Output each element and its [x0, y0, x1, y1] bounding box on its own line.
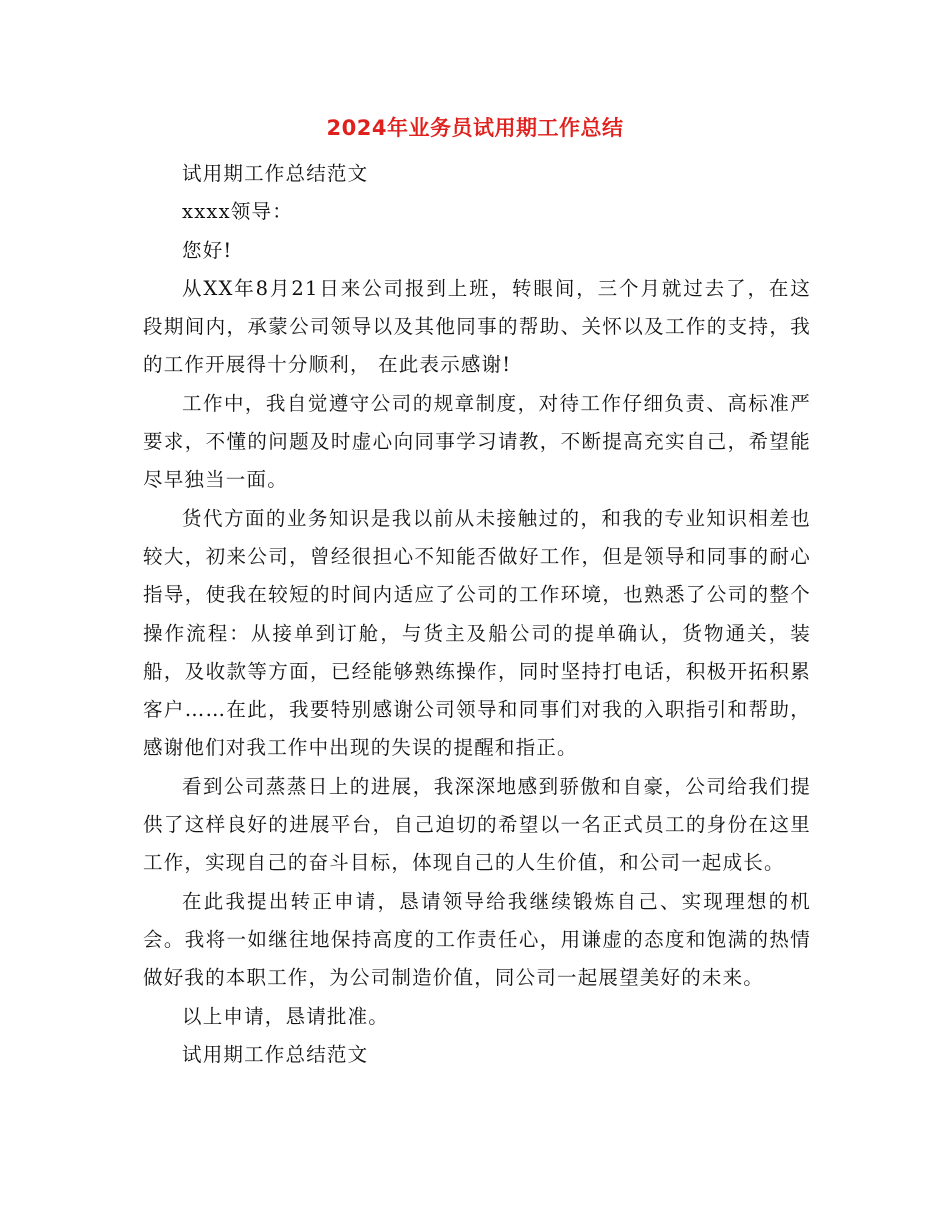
paragraph: 从XX年8月21日来公司报到上班，转眼间，三个月就过去了，在这段期间内，承蒙公司领导以及其他同事的帮助、关怀以及工作的支持，我的工作开展得十分顺利， 在此表示感谢!	[143, 276, 811, 377]
paragraph-heading: 试用期工作总结范文	[182, 1042, 369, 1066]
paragraph-heading: 试用期工作总结范文	[182, 162, 369, 185]
document-body	[143, 155, 811, 1074]
paragraph-closing: 以上申请，恳请批准。	[182, 1004, 390, 1028]
paragraph: 工作中，我自觉遵守公司的规章制度，对待工作仔细负责、高标准严要求，不懂的问题及时虚心向同事学习请教，不断提高充实自己，希望能尽早独当一面。	[143, 391, 811, 492]
paragraph: 在此我提出转正申请，恳请领导给我继续锻炼自己、实现理想的机会。我将一如继往地保持高度的工作责任心，用谦虚的态度和饱满的热情做好我的本职工作，为公司制造价值，同公司一起展望美好的未来。	[143, 889, 811, 990]
paragraph: 货代方面的业务知识是我以前从未接触过的，和我的专业知识相差也较大，初来公司，曾经很担心不知能否做好工作，但是领导和同事的耐心指导，使我在较短的时间内适应了公司的工作环境，也熟悉了公司的整个操作流程：从接单到订舱，与货主及船公司的提单确认，货物通关，装船，及收款等方面，已经能够熟练操作，同时坚持打电话，积极开拓积累客户……在此，我要特别感谢公司领导和同事们对我的入职指引和帮助，感谢他们对我工作中出现的失误的提醒和指正。	[143, 506, 811, 760]
paragraph-salutation: xxxx领导：	[182, 200, 293, 224]
paragraph: 看到公司蒸蒸日上的进展，我深深地感到骄傲和自豪，公司给我们提供了这样良好的进展平台，自己迫切的希望以一名正式员工的身份在这里工作，实现自己的奋斗目标，体现自己的人生价值，和公司一起成长。	[143, 774, 811, 875]
paragraph-greeting: 您好!	[182, 238, 233, 262]
document-title: 2024年业务员试用期工作总结	[326, 116, 624, 140]
